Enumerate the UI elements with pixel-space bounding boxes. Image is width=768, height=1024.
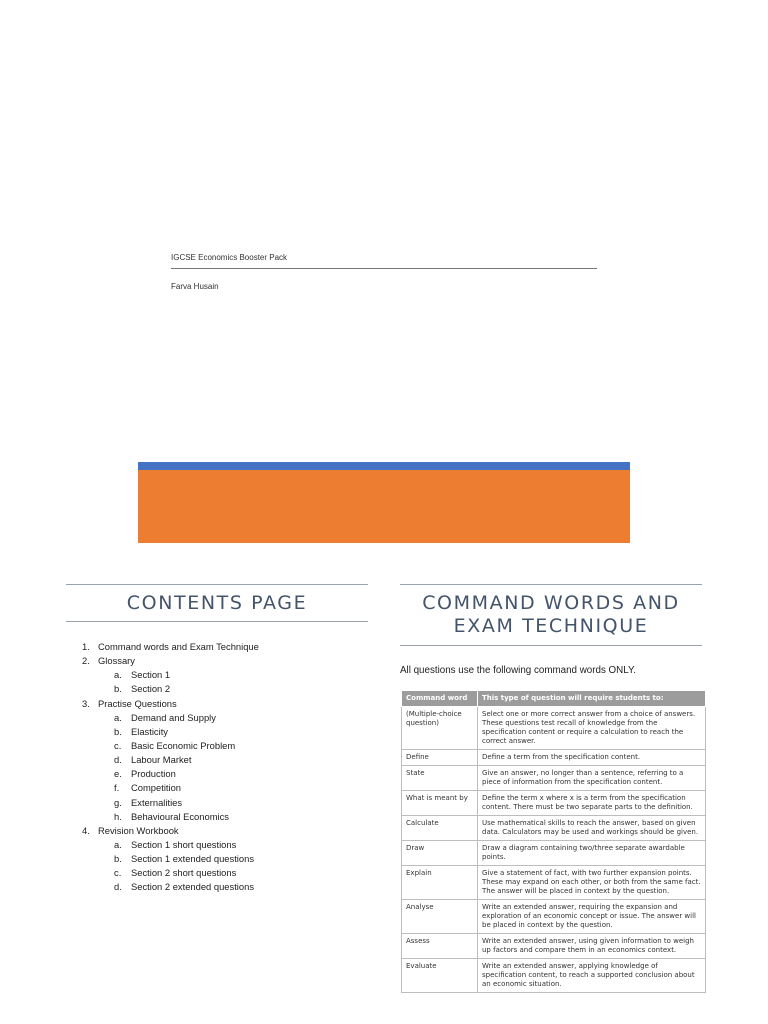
table-row [402, 934, 706, 959]
table-row [402, 959, 706, 993]
command-word-cell: Calculate [402, 816, 478, 841]
contents-item-label: Competition [131, 782, 182, 794]
contents-item-label: Section 2 [131, 683, 171, 695]
contents-bottom-rule [66, 621, 368, 622]
contents-item [66, 781, 366, 795]
contents-item-number: g. [114, 796, 122, 808]
table-row [402, 791, 706, 816]
requirement-cell: Give a statement of fact, with two further expansion points. These may expand on each other, or both from the same fact. The answer will be placed in context by the question. [478, 866, 706, 900]
command-word-cell: Define [402, 750, 478, 766]
requirement-cell: Give an answer, no longer than a sentence, referring to a piece of information from the specification content. [478, 766, 706, 791]
table-row [402, 707, 706, 750]
contents-item-number: b. [114, 683, 122, 695]
contents-item [66, 668, 366, 682]
contents-item-label: Section 1 [131, 669, 171, 681]
table-row [402, 816, 706, 841]
table-header-command: Command word [402, 691, 478, 707]
contents-item-number: 2. [82, 655, 90, 667]
contents-top-rule [66, 584, 368, 585]
contents-item [66, 824, 366, 838]
table-row [402, 766, 706, 791]
contents-item [66, 640, 366, 654]
contents-list [66, 640, 366, 895]
contents-item-number: a. [114, 838, 122, 850]
title-divider [171, 268, 597, 269]
contents-item-number: d. [114, 754, 122, 766]
contents-item-label: Demand and Supply [131, 711, 216, 723]
command-words-table [401, 690, 706, 993]
contents-item-number: h. [114, 810, 122, 822]
requirement-cell: Write an extended answer, requiring the expansion and exploration of an economic concept or issue. The answer will be placed in context by the question. [478, 900, 706, 934]
contents-item-label: Elasticity [131, 725, 168, 737]
document-title: IGCSE Economics Booster Pack [171, 253, 288, 262]
contents-item-label: Basic Economic Problem [131, 739, 236, 751]
table-row [402, 866, 706, 900]
contents-item [66, 739, 366, 753]
contents-item-number: c. [114, 867, 122, 879]
command-intro: All questions use the following command words ONLY. [400, 665, 636, 676]
contents-item-label: Behavioural Economics [131, 810, 229, 822]
table-header-requirement: This type of question will require students to: [478, 691, 706, 707]
cover-banner [138, 462, 630, 543]
requirement-cell: Define a term from the specification content. [478, 750, 706, 766]
contents-item-label: Command words and Exam Technique [98, 641, 259, 652]
command-bottom-rule [400, 645, 702, 646]
command-word-cell: (Multiple-choice question) [402, 707, 478, 750]
contents-item [66, 725, 366, 739]
command-word-cell: Draw [402, 841, 478, 866]
command-heading-line2: EXAM TECHNIQUE [453, 615, 649, 637]
table-row [402, 750, 706, 766]
contents-item [66, 654, 366, 668]
contents-item [66, 682, 366, 696]
command-word-cell: Analyse [402, 900, 478, 934]
contents-item-number: 1. [82, 641, 90, 652]
contents-item [66, 880, 366, 894]
contents-item [66, 838, 366, 852]
command-top-rule [400, 584, 702, 585]
contents-item [66, 852, 366, 866]
command-word-cell: Assess [402, 934, 478, 959]
contents-item-label: Revision Workbook [98, 824, 179, 836]
command-word-cell: What is meant by [402, 791, 478, 816]
contents-item-label: Practise Questions [98, 697, 177, 709]
contents-item [66, 711, 366, 725]
command-heading [400, 592, 702, 638]
command-word-cell: Explain [402, 866, 478, 900]
contents-heading: CONTENTS PAGE [126, 592, 308, 614]
contents-item [66, 697, 366, 711]
requirement-cell: Draw a diagram containing two/three separate awardable points. [478, 841, 706, 866]
command-word-cell: State [402, 766, 478, 791]
author-name: Farva Husain [171, 282, 219, 291]
banner-stripe [138, 462, 630, 470]
contents-item-label: Labour Market [131, 754, 192, 766]
contents-item [66, 866, 366, 880]
contents-item-number: b. [114, 725, 122, 737]
contents-item [66, 810, 366, 824]
contents-item-number: a. [114, 669, 122, 681]
contents-item-label: Section 2 short questions [131, 867, 237, 879]
contents-item-label: Section 1 short questions [131, 838, 237, 850]
table-row [402, 900, 706, 934]
contents-item-number: e. [114, 768, 122, 780]
contents-item [66, 753, 366, 767]
contents-item-label: Section 1 extended questions [131, 853, 255, 865]
requirement-cell: Write an extended answer, applying knowledge of specification content, to reach a supported conclusion about an economic situation. [478, 959, 706, 993]
contents-item-label: Externalities [131, 796, 183, 808]
contents-item-number: 3. [82, 697, 90, 709]
contents-item-number: b. [114, 853, 122, 865]
requirement-cell: Define the term x where x is a term from the specification content. There must be two separate parts to the definition. [478, 791, 706, 816]
table-header-row [402, 691, 706, 707]
contents-item-number: f. [114, 782, 120, 794]
requirement-cell: Select one or more correct answer from a choice of answers. These questions test recall of knowledge from the specification content or require a calculation to reach the correct answer. [478, 707, 706, 750]
contents-item-number: 4. [82, 824, 90, 836]
command-heading-line1: COMMAND WORDS AND [422, 592, 680, 614]
requirement-cell: Use mathematical skills to reach the answer, based on given data. Calculators may be used and workings should be given. [478, 816, 706, 841]
contents-item [66, 796, 366, 810]
contents-item-number: c. [114, 739, 122, 751]
command-word-cell: Evaluate [402, 959, 478, 993]
contents-item-number: d. [114, 881, 122, 893]
contents-item [66, 767, 366, 781]
contents-item-label: Glossary [98, 655, 135, 667]
contents-item-label: Section 2 extended questions [131, 881, 255, 893]
requirement-cell: Write an extended answer, using given information to weigh up factors and compare them in an economics context. [478, 934, 706, 959]
contents-item-number: a. [114, 711, 122, 723]
contents-item-label: Production [131, 768, 176, 780]
table-row [402, 841, 706, 866]
